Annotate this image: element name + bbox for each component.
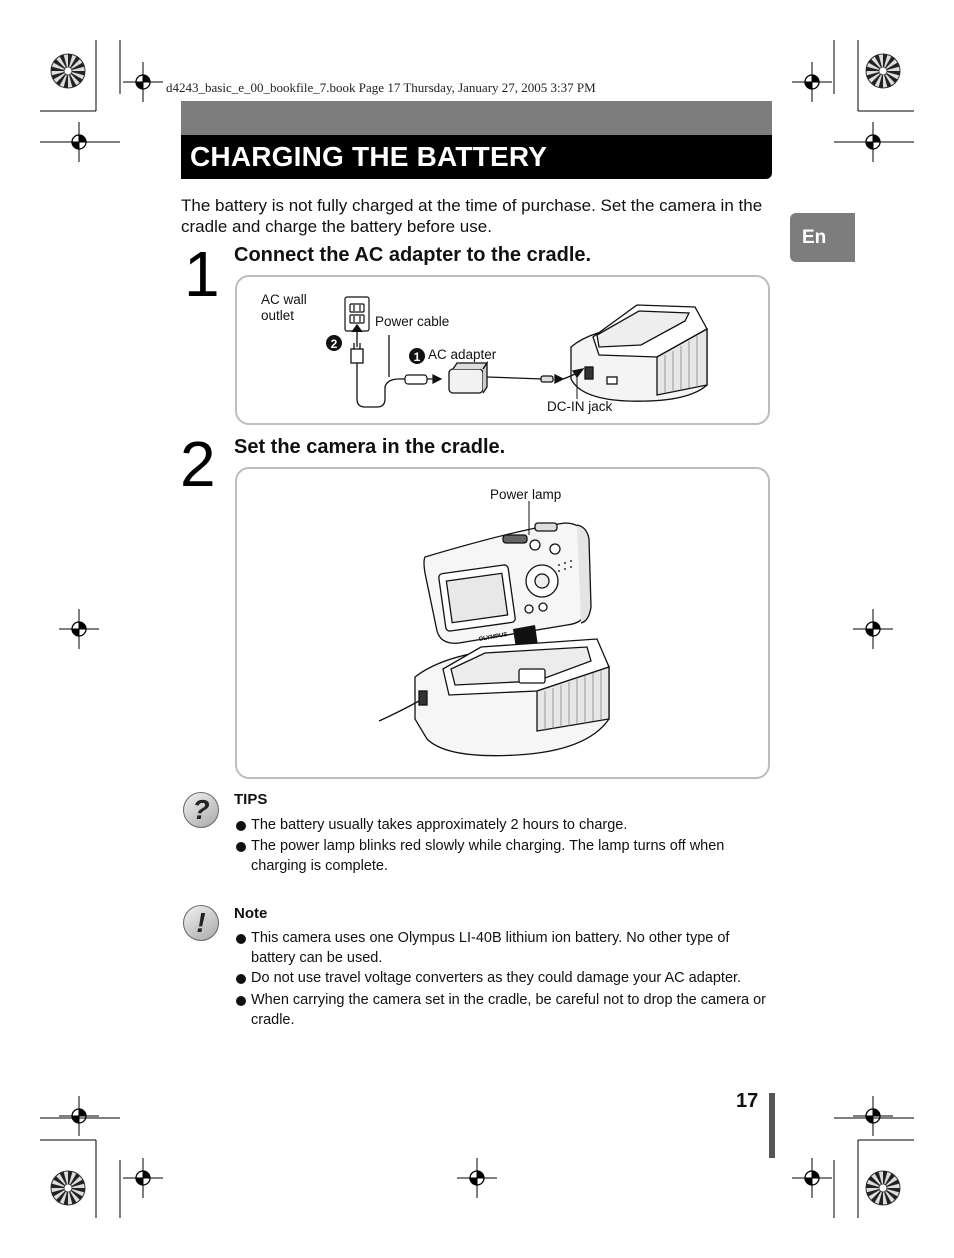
step-1-number: 1: [184, 238, 220, 310]
step-2-title: Set the camera in the cradle.: [234, 436, 506, 458]
question-mark-icon: ?: [183, 792, 219, 828]
exclamation-icon: !: [183, 905, 219, 941]
label-ac-adapter: AC adapter: [428, 347, 497, 362]
label-power-cable: Power cable: [375, 314, 450, 329]
note-heading: Note: [234, 905, 268, 922]
title-band: [181, 101, 772, 135]
intro-text: The battery is not fully charged at the time of purchase. Set the camera in the cradle and charge the battery before use.: [181, 196, 763, 236]
bullet-icon: [236, 821, 246, 831]
note-item: Do not use travel voltage converters as they could damage your AC adapter.: [236, 969, 776, 989]
language-tab: En: [790, 213, 855, 262]
step-2-illustration: [235, 467, 770, 779]
ac-adapter-diagram: [237, 277, 768, 423]
note-item: When carrying the camera set in the cradle, be careful not to drop the camera or cradle.: [236, 991, 776, 1030]
tips-heading: TIPS: [234, 791, 268, 808]
step-2-number: 2: [180, 428, 216, 500]
marker-2-icon: [326, 335, 342, 351]
file-header-line: d4243_basic_e_00_bookfile_7.book Page 17 Thursday, January 27, 2005 3:37 PM: [166, 80, 596, 95]
tips-item: The power lamp blinks red slowly while charging. The lamp turns off when charging is complete.: [236, 837, 776, 876]
ac-adapter-icon: [449, 363, 563, 393]
camera-icon: [424, 523, 591, 643]
svg-text:2: 2: [330, 337, 338, 351]
page-number: 17: [736, 1090, 759, 1112]
tips-item: The battery usually takes approximately 2 hours to charge.: [236, 816, 776, 836]
bullet-icon: [236, 996, 246, 1006]
marker-1-icon: [409, 348, 425, 364]
step-1-title: Connect the AC adapter to the cradle.: [234, 244, 592, 266]
svg-text:1: 1: [413, 350, 421, 364]
camera-cradle-diagram: [237, 469, 768, 777]
label-ac-wall-outlet: AC wall outlet: [261, 292, 307, 323]
power-plug-icon: [351, 325, 405, 407]
cradle-icon: [379, 639, 609, 756]
label-power-lamp: Power lamp: [490, 487, 562, 502]
page-number-bar: [769, 1093, 775, 1158]
cable-connector-icon: [405, 375, 441, 384]
step-1-illustration: [235, 275, 770, 425]
cradle-icon: [563, 305, 707, 401]
bullet-icon: [236, 842, 246, 852]
bullet-icon: [236, 934, 246, 944]
bullet-icon: [236, 974, 246, 984]
label-dc-in-jack: DC-IN jack: [547, 399, 613, 414]
page-title: CHARGING THE BATTERY: [181, 135, 772, 179]
svg-text:OLYMPUS: OLYMPUS: [478, 632, 509, 643]
note-item: This camera uses one Olympus LI-40B lithium ion battery. No other type of battery can be used.: [236, 929, 776, 968]
